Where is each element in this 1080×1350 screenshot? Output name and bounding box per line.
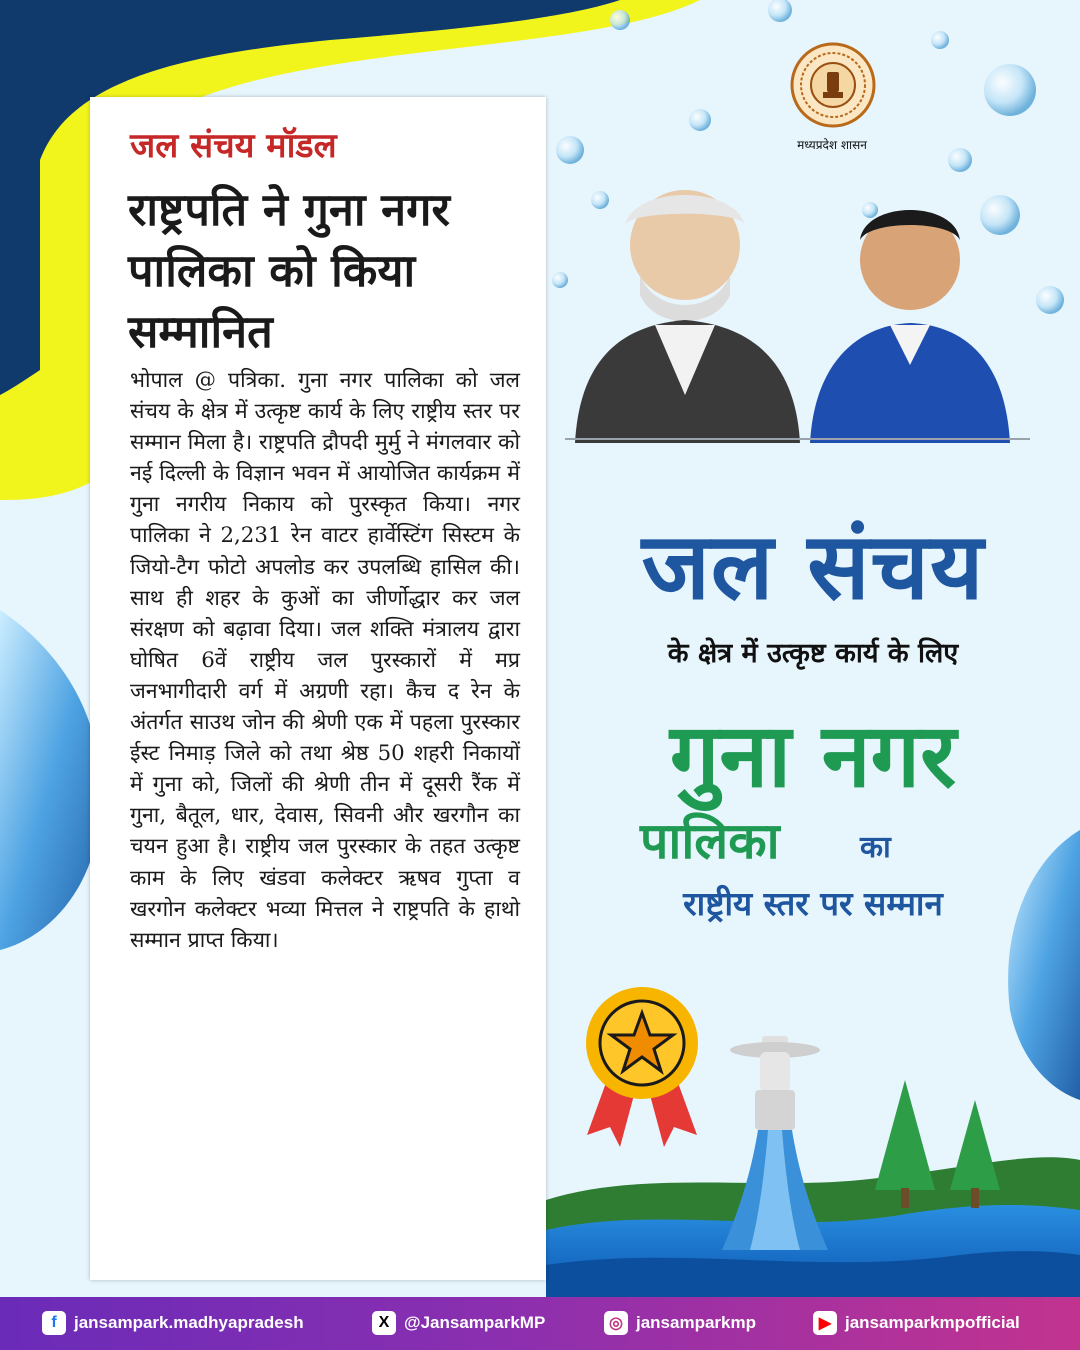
clipping-body: भोपाल @ पत्रिका. गुना नगर पालिका को जल संचय के क्षेत्र में उत्कृष्ट कार्य के लिए राष्ट्रीय स्तर पर सम्मान मिला है। राष्ट्रपति द्रौपदी मुर्मु ने मंगलवार को नई दिल्ली के विज्ञान भवन में आयोजित कार्यक्रम में गुना नगरीय निकाय को पुरस्कृत किया। नगर पालिका ने 2,231 रेन वाटर हार्वेस्टिंग सिस्टम के जियो-टैग फोटो अपलोड कर उपलब्धि हासिल की। साथ ही शहर के कुओं का जीर्णोद्धार कर जल संरक्षण को बढ़ावा दिया। जल शक्ति मंत्रालय द्वारा घोषित 6वें राष्ट्रीय जल पुरस्कारों में मप्र जनभागीदारी वर्ग में अग्रणी रहा। कैच द रेन के अंतर्गत साउथ जोन की श्रेणी एक में पहला पुरस्कार ईस्ट निमाड़ जिले को तथा श्रेष्ठ 50 शहरी निकायों में गुना को, जिलों की श्रेणी तीन में दूसरी रैंक में गुना, बैतूल, धार, देवास, सिवनी और खरगौन का चयन हुआ है। राष्ट्रीय जल पुरस्कार के तहत उत्कृष्ट काम के लिए खंडवा कलेक्टर ऋषव गुप्ता व खरगोन कलेक्टर भव्या मित्तल ने राष्ट्रपति के हाथो सम्मान प्राप्त किया। xyxy=(130,368,520,953)
poster-title: जल संचय xyxy=(641,513,985,620)
youtube-icon: ▶ xyxy=(813,1311,837,1335)
tap-icon xyxy=(720,1030,830,1250)
state-emblem-icon xyxy=(790,42,876,128)
footer-social-bar xyxy=(0,1297,1080,1350)
emblem-label: मध्यप्रदेश शासन xyxy=(797,138,867,152)
instagram-icon: ◎ xyxy=(604,1311,628,1335)
x-link[interactable] xyxy=(372,1308,545,1338)
clipping-kicker: जल संचय मॉडल xyxy=(130,126,337,166)
poster-highlight-line2: पालिका xyxy=(640,812,780,870)
leaders-photo xyxy=(565,165,1035,443)
youtube-handle: jansamparkmpofficial xyxy=(845,1313,1020,1332)
state-emblem xyxy=(790,42,876,132)
tree-icon xyxy=(870,1080,1010,1210)
clipping-headline: राष्ट्रपति ने गुना नगर पालिका को किया सम्मानित xyxy=(128,183,450,358)
x-icon: X xyxy=(372,1311,396,1335)
poster-highlight-line1: गुना नगर xyxy=(669,704,957,807)
newspaper-clipping xyxy=(90,97,546,1280)
medal-icon xyxy=(582,985,702,1150)
facebook-icon: f xyxy=(42,1311,66,1335)
instagram-handle: jansamparkmp xyxy=(636,1313,756,1332)
x-handle: @JansamparkMP xyxy=(404,1313,546,1332)
facebook-link[interactable] xyxy=(42,1308,304,1338)
poster-tagline: राष्ट्रीय स्तर पर सम्मान xyxy=(683,884,943,923)
poster-connector: का xyxy=(860,830,891,865)
facebook-handle: jansampark.madhyapradesh xyxy=(74,1313,304,1332)
poster-subtitle: के क्षेत्र में उत्कृष्ट कार्य के लिए xyxy=(667,638,959,669)
youtube-link[interactable] xyxy=(813,1308,1020,1338)
instagram-link[interactable] xyxy=(604,1308,756,1338)
